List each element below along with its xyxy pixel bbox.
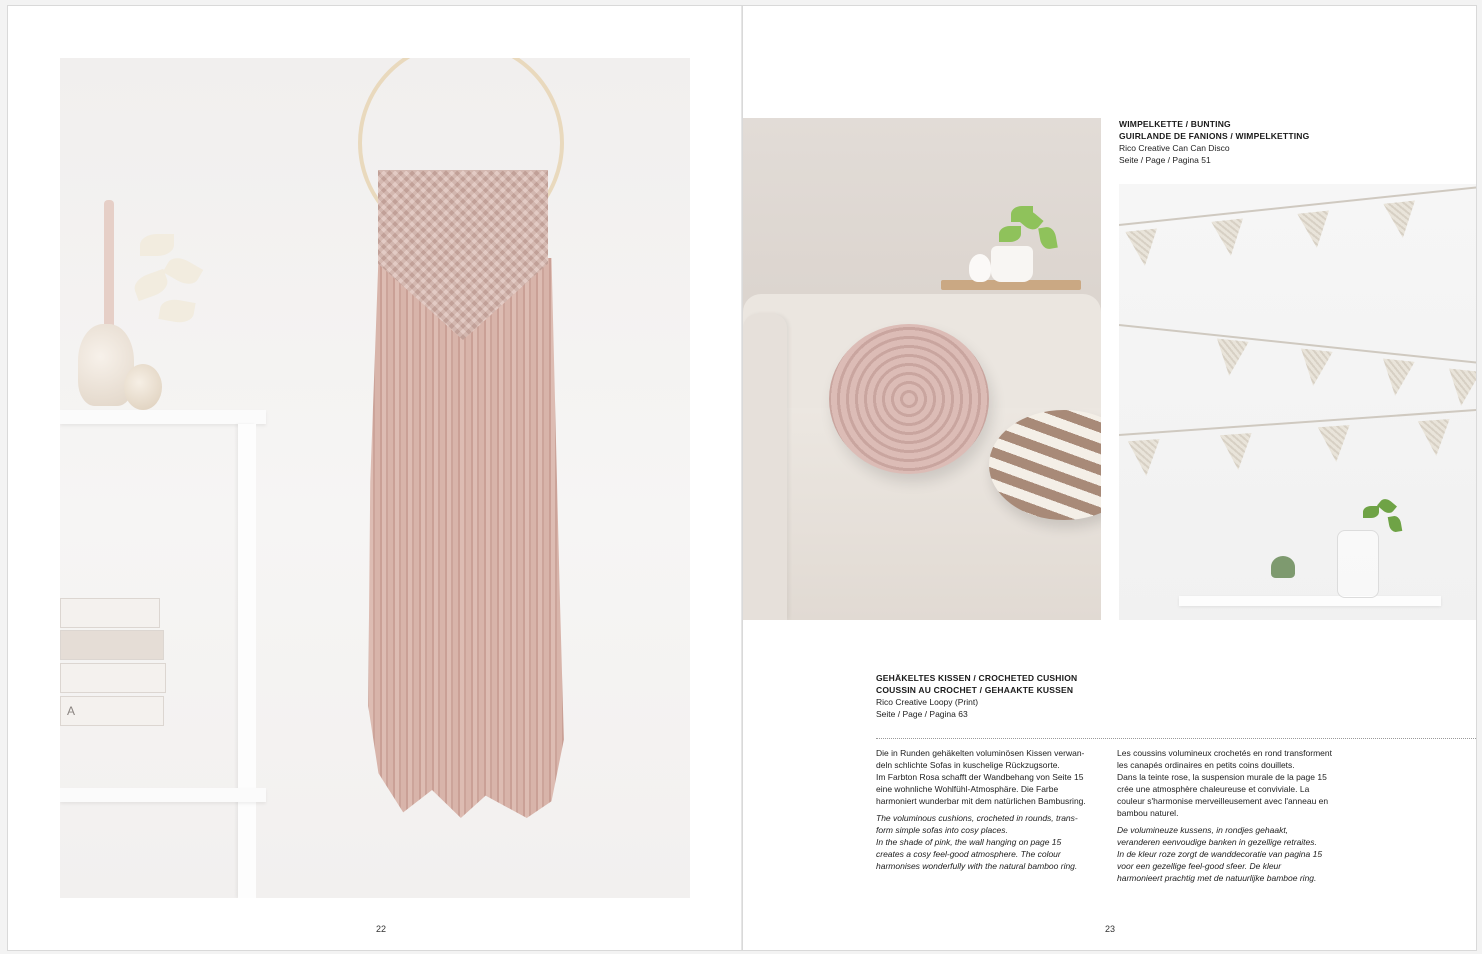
dried-leaves [130,234,210,354]
text-line: couleur s'harmonise merveilleusement avec l'anneau en [1117,796,1329,806]
bunting-flag [1125,228,1161,267]
bunting-string [1119,186,1476,226]
text-line: harmonieert prachtig met de natuurlijke bamboe ring. [1117,873,1317,883]
white-shelf [60,410,266,898]
small-vase [124,364,162,410]
bunting-flag [1297,348,1333,387]
paragraph-german [876,747,1126,807]
text-line: In the shade of pink, the wall hanging on page 15 [876,837,1062,847]
bunting-flag [1211,218,1247,257]
side-table [1179,596,1441,606]
cushion-yarn: Rico Creative Loopy (Print) [876,697,979,707]
green-plant [985,206,1065,256]
book [60,630,164,660]
text-line: veranderen eenvoudige banken in gezellige retraites. [1117,837,1317,847]
shelf-post [238,424,256,898]
text-line: crée une atmosphère chaleureuse et conviviale. La [1117,784,1310,794]
glass-cake-stand [1337,530,1379,598]
text-line: harmonises wonderfully with the natural bamboo ring. [876,861,1078,871]
paragraph-english [876,812,1126,872]
crocheted-cushion-photo [743,118,1101,620]
bunting-yarn: Rico Creative Can Can Disco [1119,143,1230,153]
paragraph-dutch [1117,824,1367,884]
text-line: Les coussins volumineux crochetés en rond transforment [1117,748,1332,758]
text-line: form simple sofas into cosy places. [876,825,1008,835]
text-line: les canapés ordinaires en petits coins douillets. [1117,760,1295,770]
text-line: In de kleur roze zorgt de wanddecoratie van pagina 15 [1117,849,1323,859]
text-column-right [1117,747,1367,889]
shelf-board [60,788,266,802]
bunting-flag [1445,368,1476,407]
macrame-wall-hanging-photo [60,58,690,898]
pink-round-cushion [829,324,989,474]
text-line: De volumineuze kussens, in rondjes gehaakt, [1117,825,1289,835]
text-line: bambou naturel. [1117,808,1179,818]
bunting-flag [1383,200,1419,239]
bunting-photo [1119,184,1476,620]
bunting-flag [1213,338,1249,377]
book-spine-text: A [67,704,80,718]
cushion-title-line1: GEHÄKELTES KISSEN / CROCHETED CUSHION [876,673,1078,683]
bunting-flag [1379,358,1415,397]
dotted-divider [876,738,1476,739]
text-line: Im Farbton Rosa schafft der Wandbehang von Seite 15 [876,772,1084,782]
book [60,696,164,726]
book [60,598,160,628]
bunting-flag [1220,433,1254,471]
air-plant [1271,556,1295,578]
bunting-flag [1128,439,1162,477]
bunting-title-line1: WIMPELKETTE / BUNTING [1119,119,1231,129]
cushion-title-line2: COUSSIN AU CROCHET / GEHAAKTE KUSSEN [876,685,1074,695]
bunting-flag [1297,210,1333,249]
text-line: Dans la teinte rose, la suspension murale de la page 15 [1117,772,1327,782]
book [60,663,166,693]
bunting-page-ref: Seite / Page / Pagina 51 [1119,155,1211,165]
paragraph-french [1117,747,1367,819]
trailing-plant [1359,500,1407,540]
bunting-string [1119,324,1476,364]
text-line: voor een gezellige feel-good sfeer. De kleur [1117,861,1282,871]
text-line: deln schlichte Sofas in kuschelige Rückzugsorte. [876,760,1060,770]
bunting-title-line2: GUIRLANDE DE FANIONS / WIMPELKETTING [1119,131,1310,141]
bud-vase [969,254,991,282]
text-column-left [876,747,1126,877]
text-line: Die in Runden gehäkelten voluminösen Kissen verwan- [876,748,1085,758]
bunting-flag [1318,425,1352,463]
cushion-caption [876,672,1176,720]
bunting-caption [1119,118,1459,166]
text-line: eine wohnliche Wohlfühl-Atmosphäre. Die Farbe [876,784,1059,794]
right-page [743,6,1476,950]
text-line: harmoniert wunderbar mit dem natürlichen Bambusring. [876,796,1086,806]
text-line: creates a cosy feel-good atmosphere. The colour [876,849,1061,859]
left-page [8,6,741,950]
page-number-left: 22 [375,924,386,934]
text-line: The voluminous cushions, crocheted in rounds, trans- [876,813,1078,823]
cushion-page-ref: Seite / Page / Pagina 63 [876,709,968,719]
page-number-right: 23 [1104,924,1115,934]
macrame-fringe [362,258,568,818]
bunting-flag [1418,419,1452,457]
pink-candle [104,200,114,328]
shelf-top [60,410,266,424]
sofa-arm [743,314,787,620]
